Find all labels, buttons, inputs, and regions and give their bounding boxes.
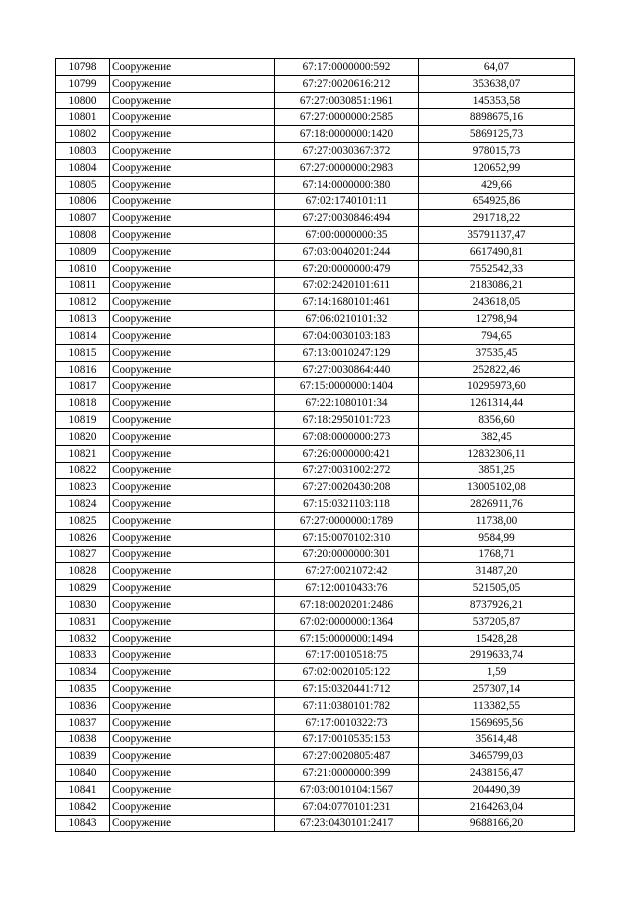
cadastral-number-cell: 67:03:0040201:244 <box>275 243 419 260</box>
table-row <box>56 479 575 496</box>
object-type-cell: Сооружение <box>110 630 275 647</box>
cadastral-number-cell: 67:02:0000000:1364 <box>275 613 419 630</box>
object-type-cell: Сооружение <box>110 697 275 714</box>
row-number-cell: 10825 <box>56 512 110 529</box>
row-number-cell: 10802 <box>56 126 110 143</box>
table-row <box>56 243 575 260</box>
row-number-cell: 10826 <box>56 529 110 546</box>
cadastral-number-cell: 67:17:0000000:592 <box>275 59 419 76</box>
object-type-cell: Сооружение <box>110 277 275 294</box>
cadastral-number-cell: 67:14:0000000:380 <box>275 176 419 193</box>
value-cell: 1569695,56 <box>419 714 575 731</box>
object-type-cell: Сооружение <box>110 529 275 546</box>
object-type-cell: Сооружение <box>110 664 275 681</box>
object-type-cell: Сооружение <box>110 311 275 328</box>
cadastral-number-cell: 67:27:0000000:1789 <box>275 512 419 529</box>
object-type-cell: Сооружение <box>110 563 275 580</box>
row-number-cell: 10801 <box>56 109 110 126</box>
table-row <box>56 630 575 647</box>
table-row <box>56 546 575 563</box>
object-type-cell: Сооружение <box>110 496 275 513</box>
table-row <box>56 731 575 748</box>
row-number-cell: 10819 <box>56 412 110 429</box>
object-type-cell: Сооружение <box>110 143 275 160</box>
object-type-cell: Сооружение <box>110 815 275 832</box>
value-cell: 15428,28 <box>419 630 575 647</box>
value-cell: 1768,71 <box>419 546 575 563</box>
table-row <box>56 59 575 76</box>
value-cell: 9584,99 <box>419 529 575 546</box>
row-number-cell: 10820 <box>56 428 110 445</box>
cadastral-number-cell: 67:18:2950101:723 <box>275 412 419 429</box>
row-number-cell: 10805 <box>56 176 110 193</box>
row-number-cell: 10840 <box>56 765 110 782</box>
cadastral-number-cell: 67:15:0000000:1494 <box>275 630 419 647</box>
cadastral-number-cell: 67:14:1680101:461 <box>275 294 419 311</box>
row-number-cell: 10809 <box>56 243 110 260</box>
object-type-cell: Сооружение <box>110 412 275 429</box>
value-cell: 353638,07 <box>419 75 575 92</box>
object-type-cell: Сооружение <box>110 109 275 126</box>
table-row <box>56 765 575 782</box>
table-row <box>56 260 575 277</box>
object-type-cell: Сооружение <box>110 647 275 664</box>
row-number-cell: 10832 <box>56 630 110 647</box>
value-cell: 429,66 <box>419 176 575 193</box>
cadastral-number-cell: 67:02:0020105:122 <box>275 664 419 681</box>
row-number-cell: 10817 <box>56 378 110 395</box>
table-row <box>56 126 575 143</box>
row-number-cell: 10806 <box>56 193 110 210</box>
cadastral-number-cell: 67:27:0030367:372 <box>275 143 419 160</box>
row-number-cell: 10814 <box>56 328 110 345</box>
object-type-cell: Сооружение <box>110 260 275 277</box>
row-number-cell: 10834 <box>56 664 110 681</box>
table-row <box>56 563 575 580</box>
value-cell: 2438156,47 <box>419 765 575 782</box>
cadastral-number-cell: 67:20:0000000:479 <box>275 260 419 277</box>
table-row <box>56 781 575 798</box>
object-type-cell: Сооружение <box>110 361 275 378</box>
row-number-cell: 10838 <box>56 731 110 748</box>
object-type-cell: Сооружение <box>110 445 275 462</box>
value-cell: 1,59 <box>419 664 575 681</box>
value-cell: 3851,25 <box>419 462 575 479</box>
object-type-cell: Сооружение <box>110 159 275 176</box>
row-number-cell: 10821 <box>56 445 110 462</box>
object-type-cell: Сооружение <box>110 210 275 227</box>
cadastral-number-cell: 67:00:0000000:35 <box>275 227 419 244</box>
value-cell: 6617490,81 <box>419 243 575 260</box>
row-number-cell: 10810 <box>56 260 110 277</box>
table-row <box>56 277 575 294</box>
value-cell: 2183086,21 <box>419 277 575 294</box>
cadastral-number-cell: 67:27:0000000:2585 <box>275 109 419 126</box>
object-type-cell: Сооружение <box>110 395 275 412</box>
object-type-cell: Сооружение <box>110 243 275 260</box>
row-number-cell: 10830 <box>56 597 110 614</box>
row-number-cell: 10839 <box>56 748 110 765</box>
value-cell: 382,45 <box>419 428 575 445</box>
row-number-cell: 10827 <box>56 546 110 563</box>
value-cell: 113382,55 <box>419 697 575 714</box>
row-number-cell: 10804 <box>56 159 110 176</box>
cadastral-number-cell: 67:11:0380101:782 <box>275 697 419 714</box>
row-number-cell: 10813 <box>56 311 110 328</box>
table-row <box>56 361 575 378</box>
value-cell: 35614,48 <box>419 731 575 748</box>
row-number-cell: 10808 <box>56 227 110 244</box>
object-type-cell: Сооружение <box>110 714 275 731</box>
row-number-cell: 10829 <box>56 580 110 597</box>
row-number-cell: 10818 <box>56 395 110 412</box>
value-cell: 654925,86 <box>419 193 575 210</box>
cadastral-number-cell: 67:15:0320441:712 <box>275 681 419 698</box>
table-body <box>56 59 575 832</box>
cadastral-number-cell: 67:15:0000000:1404 <box>275 378 419 395</box>
cadastral-number-cell: 67:21:0000000:399 <box>275 765 419 782</box>
cadastral-number-cell: 67:04:0030103:183 <box>275 328 419 345</box>
value-cell: 8737926,21 <box>419 597 575 614</box>
cadastral-number-cell: 67:02:1740101:11 <box>275 193 419 210</box>
table-row <box>56 529 575 546</box>
table-row <box>56 109 575 126</box>
cadastral-number-cell: 67:27:0030846:494 <box>275 210 419 227</box>
row-number-cell: 10843 <box>56 815 110 832</box>
row-number-cell: 10836 <box>56 697 110 714</box>
object-type-cell: Сооружение <box>110 344 275 361</box>
table-row <box>56 748 575 765</box>
value-cell: 537205,87 <box>419 613 575 630</box>
object-type-cell: Сооружение <box>110 294 275 311</box>
table-row <box>56 92 575 109</box>
cadastral-number-cell: 67:08:0000000:273 <box>275 428 419 445</box>
table-row <box>56 647 575 664</box>
cadastral-number-cell: 67:27:0020430:208 <box>275 479 419 496</box>
table-row <box>56 815 575 832</box>
table-row <box>56 143 575 160</box>
value-cell: 31487,20 <box>419 563 575 580</box>
table-row <box>56 798 575 815</box>
cadastral-number-cell: 67:15:0321103:118 <box>275 496 419 513</box>
cadastral-number-cell: 67:03:0010104:1567 <box>275 781 419 798</box>
cadastral-number-cell: 67:15:0070102:310 <box>275 529 419 546</box>
object-type-cell: Сооружение <box>110 227 275 244</box>
value-cell: 9688166,20 <box>419 815 575 832</box>
object-type-cell: Сооружение <box>110 378 275 395</box>
row-number-cell: 10799 <box>56 75 110 92</box>
object-type-cell: Сооружение <box>110 59 275 76</box>
row-number-cell: 10800 <box>56 92 110 109</box>
cadastral-number-cell: 67:13:0010247:129 <box>275 344 419 361</box>
cadastral-number-cell: 67:12:0010433:76 <box>275 580 419 597</box>
object-type-cell: Сооружение <box>110 546 275 563</box>
table-row <box>56 311 575 328</box>
table-row <box>56 681 575 698</box>
table-row <box>56 176 575 193</box>
object-type-cell: Сооружение <box>110 428 275 445</box>
cadastral-number-cell: 67:27:0030864:440 <box>275 361 419 378</box>
row-number-cell: 10816 <box>56 361 110 378</box>
object-type-cell: Сооружение <box>110 176 275 193</box>
cadastral-number-cell: 67:17:0010518:75 <box>275 647 419 664</box>
table-row <box>56 664 575 681</box>
cadastral-number-cell: 67:22:1080101:34 <box>275 395 419 412</box>
cadastral-number-cell: 67:27:0000000:2983 <box>275 159 419 176</box>
object-type-cell: Сооружение <box>110 597 275 614</box>
cadastral-number-cell: 67:04:0770101:231 <box>275 798 419 815</box>
table-row <box>56 227 575 244</box>
object-type-cell: Сооружение <box>110 781 275 798</box>
value-cell: 204490,39 <box>419 781 575 798</box>
table-row <box>56 210 575 227</box>
object-type-cell: Сооружение <box>110 328 275 345</box>
row-number-cell: 10822 <box>56 462 110 479</box>
value-cell: 521505,05 <box>419 580 575 597</box>
table-row <box>56 512 575 529</box>
value-cell: 291718,22 <box>419 210 575 227</box>
table-row <box>56 395 575 412</box>
value-cell: 35791137,47 <box>419 227 575 244</box>
cadastral-number-cell: 67:27:0031002:272 <box>275 462 419 479</box>
cadastral-number-cell: 67:27:0021072:42 <box>275 563 419 580</box>
object-type-cell: Сооружение <box>110 731 275 748</box>
row-number-cell: 10815 <box>56 344 110 361</box>
cadastral-number-cell: 67:27:0020616:212 <box>275 75 419 92</box>
row-number-cell: 10837 <box>56 714 110 731</box>
value-cell: 8898675,16 <box>419 109 575 126</box>
row-number-cell: 10798 <box>56 59 110 76</box>
row-number-cell: 10824 <box>56 496 110 513</box>
cadastral-number-cell: 67:17:0010535:153 <box>275 731 419 748</box>
value-cell: 252822,46 <box>419 361 575 378</box>
value-cell: 64,07 <box>419 59 575 76</box>
table-row <box>56 496 575 513</box>
table-row <box>56 597 575 614</box>
table-row <box>56 428 575 445</box>
value-cell: 7552542,33 <box>419 260 575 277</box>
value-cell: 1261314,44 <box>419 395 575 412</box>
value-cell: 257307,14 <box>419 681 575 698</box>
cadastral-number-cell: 67:18:0020201:2486 <box>275 597 419 614</box>
value-cell: 13005102,08 <box>419 479 575 496</box>
value-cell: 145353,58 <box>419 92 575 109</box>
table-row <box>56 159 575 176</box>
value-cell: 2826911,76 <box>419 496 575 513</box>
cadastral-number-cell: 67:27:0020805:487 <box>275 748 419 765</box>
cadastral-number-cell: 67:17:0010322:73 <box>275 714 419 731</box>
row-number-cell: 10803 <box>56 143 110 160</box>
row-number-cell: 10842 <box>56 798 110 815</box>
table-row <box>56 462 575 479</box>
value-cell: 12798,94 <box>419 311 575 328</box>
row-number-cell: 10807 <box>56 210 110 227</box>
object-type-cell: Сооружение <box>110 512 275 529</box>
row-number-cell: 10812 <box>56 294 110 311</box>
cadastral-number-cell: 67:20:0000000:301 <box>275 546 419 563</box>
value-cell: 2164263,04 <box>419 798 575 815</box>
table-row <box>56 378 575 395</box>
cadastral-number-cell: 67:23:0430101:2417 <box>275 815 419 832</box>
value-cell: 120652,99 <box>419 159 575 176</box>
table-row <box>56 75 575 92</box>
table-row <box>56 445 575 462</box>
table-row <box>56 294 575 311</box>
value-cell: 3465799,03 <box>419 748 575 765</box>
cadastral-number-cell: 67:27:0030851:1961 <box>275 92 419 109</box>
value-cell: 12832306,11 <box>419 445 575 462</box>
row-number-cell: 10841 <box>56 781 110 798</box>
property-table <box>55 58 575 832</box>
table-row <box>56 193 575 210</box>
object-type-cell: Сооружение <box>110 798 275 815</box>
row-number-cell: 10831 <box>56 613 110 630</box>
object-type-cell: Сооружение <box>110 92 275 109</box>
cadastral-number-cell: 67:18:0000000:1420 <box>275 126 419 143</box>
object-type-cell: Сооружение <box>110 681 275 698</box>
object-type-cell: Сооружение <box>110 765 275 782</box>
value-cell: 794,65 <box>419 328 575 345</box>
value-cell: 11738,00 <box>419 512 575 529</box>
value-cell: 8356,60 <box>419 412 575 429</box>
table-row <box>56 412 575 429</box>
cadastral-number-cell: 67:02:2420101:611 <box>275 277 419 294</box>
value-cell: 5869125,73 <box>419 126 575 143</box>
table-row <box>56 613 575 630</box>
row-number-cell: 10828 <box>56 563 110 580</box>
value-cell: 37535,45 <box>419 344 575 361</box>
value-cell: 243618,05 <box>419 294 575 311</box>
row-number-cell: 10835 <box>56 681 110 698</box>
object-type-cell: Сооружение <box>110 479 275 496</box>
value-cell: 2919633,74 <box>419 647 575 664</box>
object-type-cell: Сооружение <box>110 126 275 143</box>
row-number-cell: 10811 <box>56 277 110 294</box>
object-type-cell: Сооружение <box>110 75 275 92</box>
object-type-cell: Сооружение <box>110 462 275 479</box>
value-cell: 10295973,60 <box>419 378 575 395</box>
cadastral-number-cell: 67:06:0210101:32 <box>275 311 419 328</box>
object-type-cell: Сооружение <box>110 193 275 210</box>
object-type-cell: Сооружение <box>110 748 275 765</box>
row-number-cell: 10833 <box>56 647 110 664</box>
table-row <box>56 714 575 731</box>
cadastral-number-cell: 67:26:0000000:421 <box>275 445 419 462</box>
object-type-cell: Сооружение <box>110 613 275 630</box>
table-row <box>56 344 575 361</box>
row-number-cell: 10823 <box>56 479 110 496</box>
object-type-cell: Сооружение <box>110 580 275 597</box>
table-row <box>56 697 575 714</box>
table-row <box>56 328 575 345</box>
value-cell: 978015,73 <box>419 143 575 160</box>
table-row <box>56 580 575 597</box>
